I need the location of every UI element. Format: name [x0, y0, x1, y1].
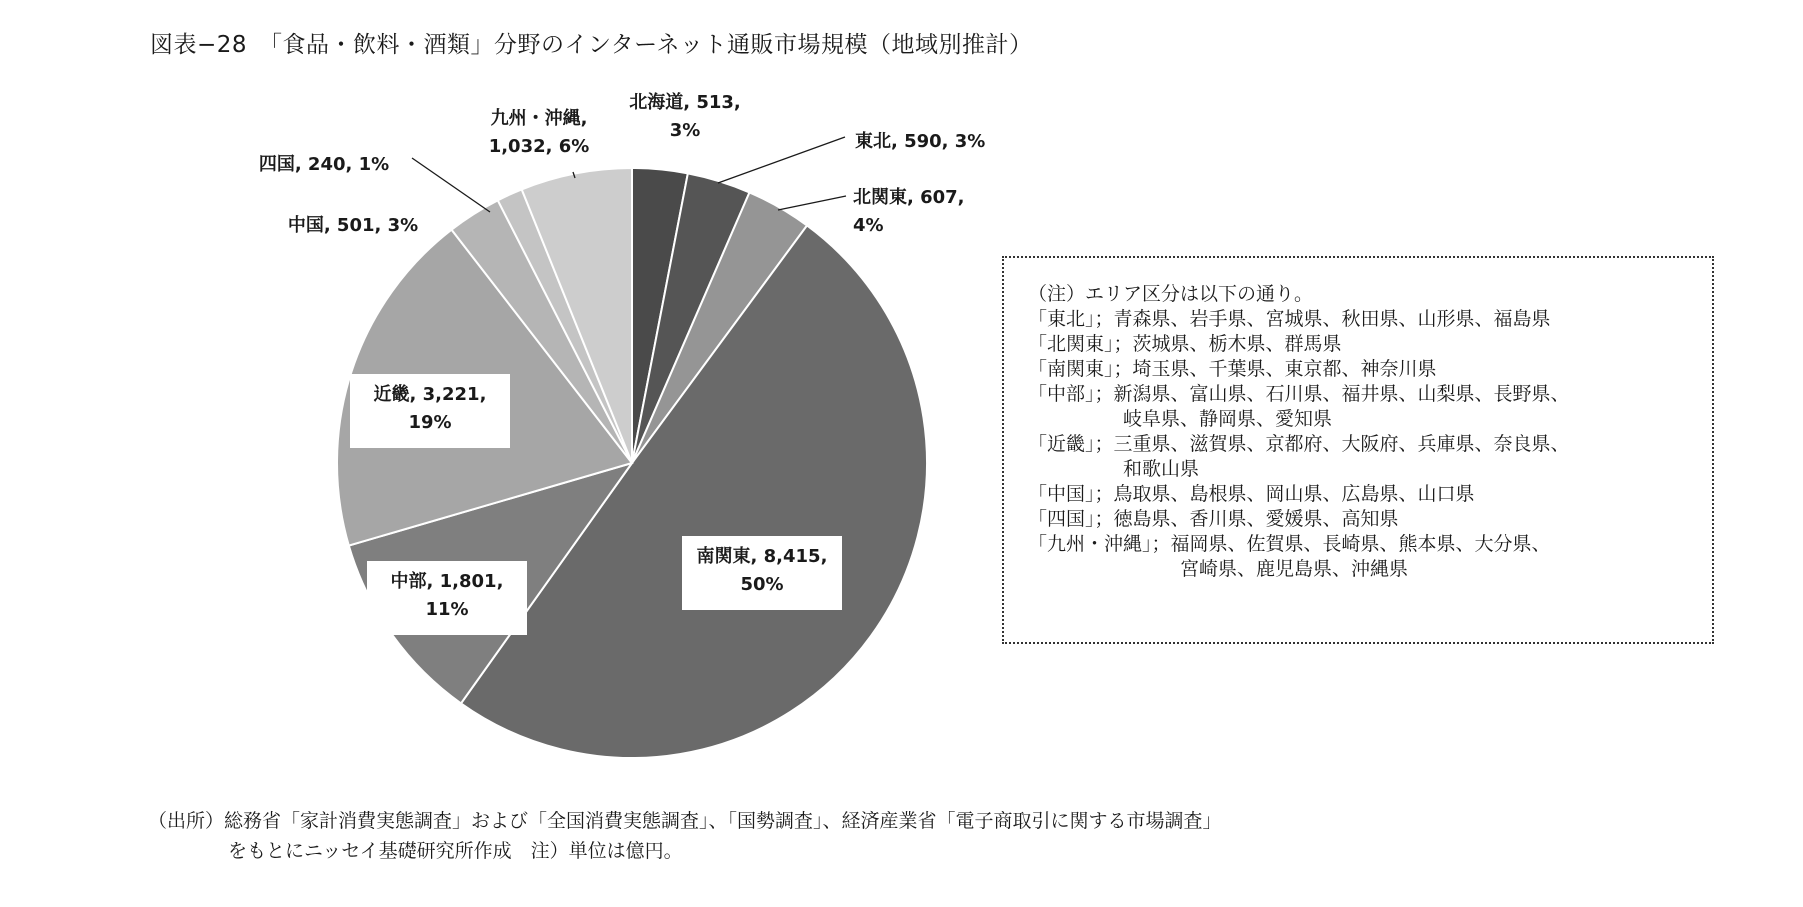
leader-line-2	[718, 137, 845, 183]
data-label-9	[489, 107, 590, 157]
data-label-text: 中国, 501, 3%	[287, 215, 419, 236]
data-label-6	[350, 374, 510, 448]
data-label-text: 近畿, 3,221,	[373, 384, 487, 405]
data-label-text: 3%	[669, 120, 701, 141]
data-label-text: 北海道, 513,	[629, 92, 741, 113]
leader-line-8	[412, 158, 490, 212]
note-kitakanto: 「北関東」；茨城県、栃木県、群馬県	[1028, 333, 1342, 355]
note-kinki: 「近畿」；三重県、滋賀県、京都府、大阪府、兵庫県、奈良県、	[1028, 433, 1570, 455]
note-heading: （注）エリア区分は以下の通り。	[1028, 283, 1314, 305]
data-label-5	[367, 561, 527, 635]
note-kyushu-cont: 宮崎県、鹿児島県、沖縄県	[1180, 558, 1409, 580]
data-label-text: 4%	[853, 215, 884, 236]
data-label-2	[855, 130, 985, 152]
note-kyushu: 「九州・沖縄」；福岡県、佐賀県、長崎県、熊本県、大分県、	[1028, 533, 1551, 555]
note-chugoku: 「中国」；鳥取県、島根県、岡山県、広島県、山口県	[1028, 483, 1475, 505]
area-notes-box	[1002, 256, 1714, 644]
pie-slices	[337, 168, 927, 758]
note-minamikanto: 「南関東」；埼玉県、千葉県、東京都、神奈川県	[1028, 358, 1437, 380]
figure-title: 図表−28 「食品・飲料・酒類」分野のインターネット通販市場規模（地域別推計）	[150, 32, 1033, 58]
note-shikoku: 「四国」；徳島県、香川県、愛媛県、高知県	[1028, 508, 1399, 530]
data-label-text: 11%	[425, 599, 469, 620]
data-label-text: 北関東, 607,	[853, 187, 965, 208]
note-kinki-cont: 和歌山県	[1123, 458, 1200, 480]
note-tohoku: 「東北」；青森県、岩手県、宮城県、秋田県、山形県、福島県	[1028, 308, 1551, 330]
data-label-3	[853, 186, 965, 236]
data-label-text: 中部, 1,801,	[390, 571, 504, 592]
data-label-text: 19%	[408, 412, 452, 433]
data-label-text: 1,032, 6%	[488, 136, 590, 157]
source-line-1: （出所）総務省「家計消費実態調査」および「全国消費実態調査」、「国勢調査」、経済産業省「電子商取引に関する市場調査」	[148, 810, 1222, 832]
data-label-7	[288, 214, 418, 236]
note-chubu: 「中部」；新潟県、富山県、石川県、福井県、山梨県、長野県、	[1028, 383, 1570, 405]
source-note	[148, 806, 1222, 866]
data-label-4	[682, 536, 842, 610]
data-label-text: 四国, 240, 1%	[258, 154, 390, 175]
data-label-text: 東北, 590, 3%	[855, 131, 986, 152]
data-label-text: 九州・沖縄,	[490, 108, 588, 129]
data-label-1	[629, 91, 741, 141]
data-label-8	[259, 154, 389, 175]
leader-line-3	[778, 196, 846, 210]
data-label-text: 50%	[740, 574, 784, 595]
data-label-text: 南関東, 8,415,	[696, 546, 828, 567]
note-chubu-cont: 岐阜県、静岡県、愛知県	[1123, 408, 1333, 430]
source-line-2: をもとにニッセイ基礎研究所作成 注）単位は億円。	[228, 840, 683, 862]
